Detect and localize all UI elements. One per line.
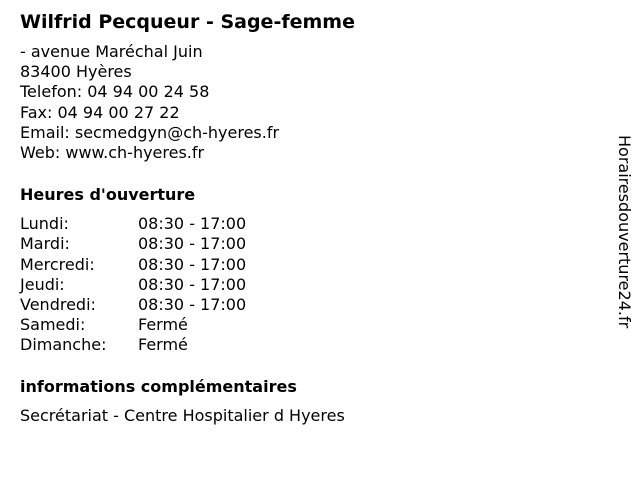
contact-block (20, 42, 600, 163)
hours-time: 08:30 - 17:00 (138, 274, 247, 294)
email-address: Email: secmedgyn@ch-hyeres.fr (20, 122, 280, 142)
hours-row (20, 234, 600, 254)
hours-time: 08:30 - 17:00 (138, 254, 247, 274)
hours-row (20, 214, 600, 234)
hours-time: Fermé (138, 315, 188, 335)
hours-row (20, 295, 600, 315)
fax-number: Fax: 04 94 00 27 22 (20, 102, 180, 122)
hours-day: Lundi: (20, 214, 69, 234)
hours-day: Mercredi: (20, 254, 95, 274)
address-street: - avenue Maréchal Juin (20, 42, 203, 61)
business-card (20, 10, 600, 426)
phone-number: Telefon: 04 94 00 24 58 (20, 82, 210, 102)
hours-row (20, 255, 600, 275)
hours-row (20, 275, 600, 295)
hours-row (20, 335, 600, 355)
hours-day: Dimanche: (20, 335, 107, 355)
opening-hours-table (20, 214, 600, 355)
hours-day: Jeudi: (20, 274, 65, 294)
hours-day: Vendredi: (20, 295, 96, 315)
hours-time: 08:30 - 17:00 (138, 234, 247, 254)
opening-hours-heading: Heures d'ouverture (20, 185, 196, 205)
hours-time: 08:30 - 17:00 (138, 214, 247, 234)
address-city: 83400 Hyères (20, 62, 132, 82)
hours-time: Fermé (138, 335, 188, 355)
hours-time: 08:30 - 17:00 (138, 295, 247, 315)
hours-row (20, 315, 600, 335)
hours-day: Samedi: (20, 315, 86, 335)
site-watermark: Horairesdouverture24.fr (615, 135, 634, 329)
website-link: Web: www.ch-hyeres.fr (20, 143, 205, 163)
additional-info-heading: informations complémentaires (20, 376, 297, 396)
page-title: Wilfrid Pecqueur - Sage-femme (20, 11, 355, 33)
hours-day: Mardi: (20, 234, 70, 254)
additional-info-text: Secrétariat - Centre Hospitalier d Hyeres (20, 405, 345, 425)
